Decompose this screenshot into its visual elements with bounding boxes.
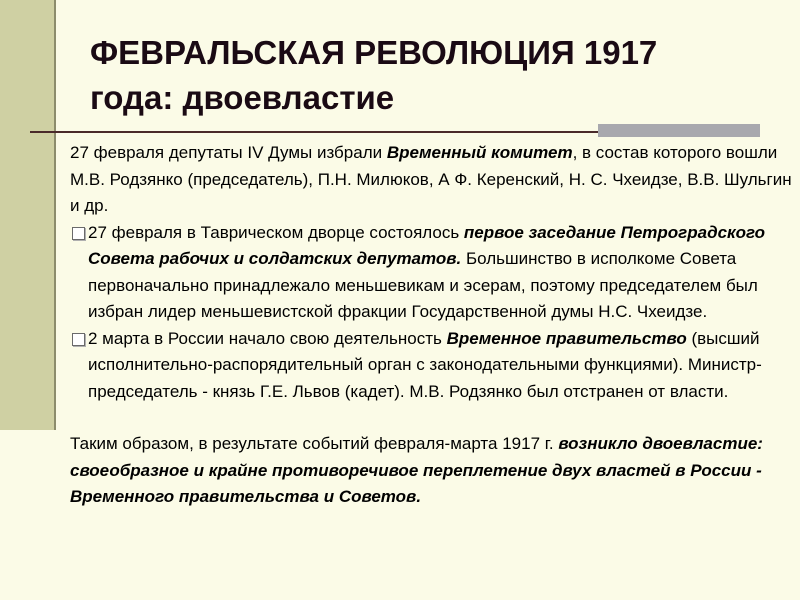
bullet2-text-2: (высший исполнительно-распорядительный орган с законодательными функциями). Министр-председатель - князь Г.Е. Львов (кадет). М.В. Родзянко был отстранен от власти. [88, 328, 762, 401]
conclusion-paragraph [70, 431, 792, 511]
bullet2-emphasis: Временное правительство [446, 328, 687, 348]
intro-text-2: , в состав которого вошли М.В. Родзянко (председатель), П.Н. Милюков, А Ф. Керенский, Н. С. Чхеидзе, В.В. Шульгин и др. [70, 143, 792, 215]
conclusion-text-1: Таким образом, в результате событий февраля-марта 1917 г. [70, 434, 559, 453]
title-line-2: года: двоевластие [90, 79, 395, 116]
slide-title [90, 30, 780, 120]
paragraph-spacer [70, 405, 792, 431]
side-decor-bar [0, 0, 56, 430]
bullet1-text-1: 27 февраля в Таврическом дворце состоялось [88, 222, 464, 242]
intro-text-1: 27 февраля депутаты IV Думы избрали [70, 143, 387, 162]
bullet-item-1 [70, 220, 792, 326]
bullet1-emphasis: первое заседание Петроградского Совета рабочих и солдатских депутатов. [88, 222, 766, 268]
slide-body [70, 140, 792, 511]
square-bullet-icon [72, 227, 85, 240]
bullet-item-2 [70, 326, 792, 406]
bullet1-text-2: Большинство в исполкоме Совета первоначально принадлежало меньшевикам и эсерам, поэтому председателем был избран лидер меньшевистской фракции Государственной думы Н.С. Чхеидзе. [88, 249, 758, 321]
square-bullet-icon [72, 333, 85, 346]
bullet2-text-1: 2 марта в России начало свою деятельность [88, 328, 447, 348]
intro-emphasis: Временный комитет [386, 143, 573, 162]
title-line-1: ФЕВРАЛЬСКАЯ РЕВОЛЮЦИЯ 1917 [90, 34, 658, 71]
divider-accent [598, 124, 760, 137]
conclusion-emphasis: возникло двоевластие: своеобразное и крайне противоречивое переплетение двух властей в России - Временного правительства и Советов. [70, 434, 763, 506]
intro-paragraph [70, 140, 792, 220]
